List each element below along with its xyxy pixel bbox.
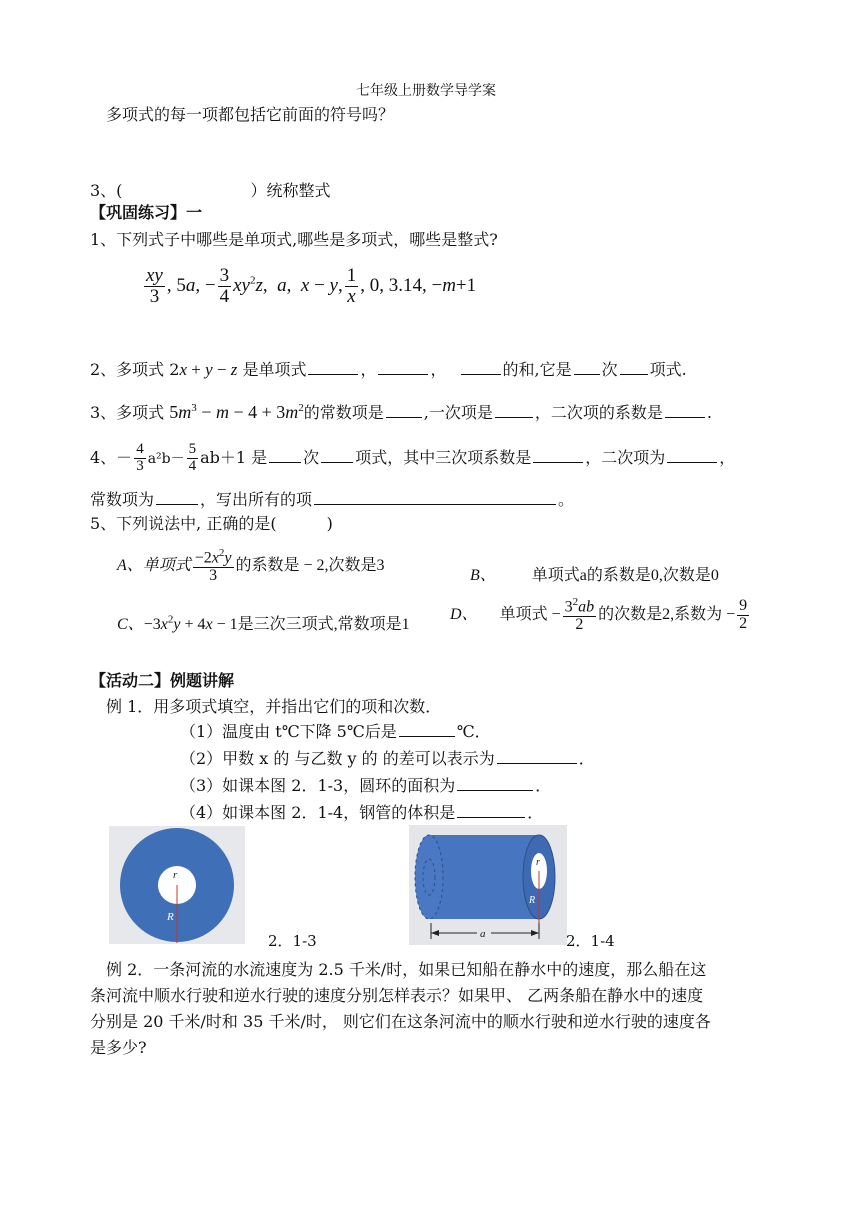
- example-1: 例 1．用多项式填空，并指出它们的项和次数．: [106, 697, 442, 716]
- example-2-line-3: 分别是 20 千米/时和 35 千米/时， 则它们在这条河流中的顺水行驶和逆水行驶的速度各: [90, 1012, 711, 1031]
- label-r2: r: [536, 857, 540, 868]
- example-1-item-4: （4）如课本图 2．1-4，钢管的体积是 ．: [180, 803, 544, 822]
- figure-1-caption: 2．1-3: [268, 932, 317, 950]
- question-3: [90, 178, 330, 201]
- question-sign: 多项式的每一项都包括它前面的符号吗？: [106, 105, 395, 124]
- activity-heading: 【活动二】例题讲解: [90, 671, 235, 690]
- label-R2: R: [529, 895, 536, 906]
- question-3-tail: ）统称整式: [250, 181, 331, 200]
- figure-2-caption: 2．1-4: [566, 932, 615, 950]
- ring-figure: [109, 826, 245, 944]
- option-c: C、$-3x^2y + 4x - 1$是三次三项式,常数项是1: [117, 613, 410, 633]
- expression-list: $\frac{xy}{3}$ , 5a, − $\frac{3}{4}$ $xy^2z$, a, x − y, $\frac{1}{x}$ , 0, 3.14, −m+1: [146, 265, 477, 307]
- label-R: R: [167, 911, 174, 923]
- option-b: B、 单项式a的系数是0,次数是0: [470, 567, 719, 584]
- example-1-item-1: （1）温度由 t℃下降 5℃后是 ℃．: [180, 722, 491, 741]
- practice-q4: 4、－ $\frac{4}{3}$ a²b－ $\frac{5}{4}$ ab＋1 是 次 项式，其中三次项系数是 ，二次项为 ，: [90, 441, 736, 474]
- practice-q1: 1、下列式子中哪些是单项式,哪些是多项式，哪些是整式?: [90, 230, 498, 249]
- option-a: A、单项式 $\frac{-2x^2y}{3}$ 的系数是 − 2,次数是3: [117, 547, 385, 585]
- example-2-line-2: 条河流中顺水行驶和逆水行驶的速度分别怎样表示？如果甲、 乙两条船在静水中的速度: [90, 986, 704, 1005]
- practice-q5: 5、下列说法中, 正确的是( ): [90, 514, 333, 533]
- practice-heading: 【巩固练习】一: [90, 203, 203, 222]
- example-2-line-4: 是多少?: [90, 1038, 147, 1057]
- page-header: 七年级上册数学导学案: [356, 83, 496, 99]
- pipe-figure: [409, 825, 567, 945]
- practice-q4-line2: 常数项为 ，写出所有的项 。: [90, 490, 575, 509]
- question-3-num: 3、(: [90, 181, 123, 200]
- example-1-item-3: （3）如课本图 2．1-3，圆环的面积为 ．: [180, 776, 552, 795]
- label-r: r: [173, 869, 178, 881]
- practice-q2: 2、多项式 2x + y − z 是单项式 ， ， 的和,它是 次 项式.: [90, 360, 687, 379]
- practice-q3: 3、多项式 $5m^3 - m - 4 + 3m^2$的常数项是 ,一次项是 ，二次项的系数是 .: [90, 402, 712, 422]
- example-2-line-1: 例 2．一条河流的水流速度为 2.5 千米/时，如果已知船在静水中的速度，那么船在这: [106, 960, 707, 979]
- label-a: a: [480, 928, 486, 940]
- option-d: D、 单项式 − $\frac{3^2ab}{2}$ 的次数是2,系数为 − $\frac{9}{2}$: [450, 596, 748, 634]
- example-1-item-2: （2）甲数 x 的 与乙数 y 的 的差可以表示为 ．: [180, 749, 595, 768]
